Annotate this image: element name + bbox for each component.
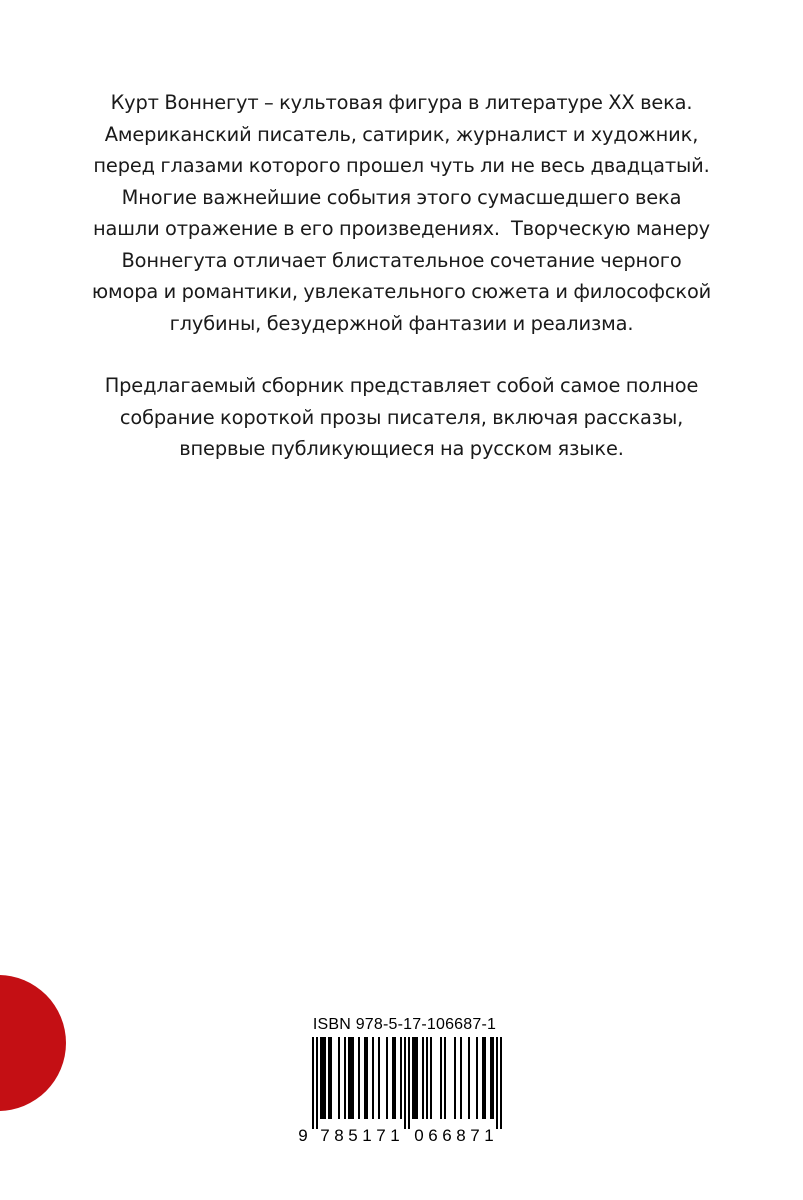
barcode-bar <box>422 1037 424 1119</box>
barcode-digit: 7 <box>470 1126 480 1145</box>
isbn-block <box>298 1016 503 1149</box>
barcode-bar <box>408 1037 410 1129</box>
barcode-digit: 6 <box>442 1126 452 1145</box>
barcode-bar <box>490 1037 492 1119</box>
blurb-line: нашли отражение в его произведениях. Творческую манеру <box>92 217 710 240</box>
barcode-bar <box>364 1037 366 1119</box>
barcode-bar <box>320 1037 322 1119</box>
barcode-digit: 9 <box>298 1126 308 1145</box>
back-cover-blurb <box>90 87 713 465</box>
barcode-digit: 8 <box>456 1126 466 1145</box>
barcode-digit: 8 <box>334 1126 344 1145</box>
barcode-bar <box>358 1037 360 1119</box>
barcode-bar <box>496 1037 498 1129</box>
blurb-line: впервые публикующиеся на русском языке. <box>179 437 624 460</box>
barcode-bar <box>394 1037 396 1119</box>
barcode-bar <box>484 1037 486 1119</box>
barcode-bar <box>400 1037 402 1119</box>
barcode-bar <box>482 1037 484 1119</box>
barcode-bar <box>316 1037 318 1129</box>
barcode-digit: 7 <box>320 1126 330 1145</box>
blurb-line: Многие важнейшие события этого сумасшедшего века <box>121 185 682 209</box>
barcode-bar <box>492 1037 494 1119</box>
barcode-digit: 6 <box>428 1126 438 1145</box>
barcode-bar <box>338 1037 340 1119</box>
barcode-digit: 1 <box>484 1126 494 1145</box>
ean13-barcode <box>298 1037 503 1149</box>
barcode-bar <box>330 1037 332 1119</box>
barcode-digit: 7 <box>376 1126 386 1145</box>
barcode-bar <box>344 1037 346 1119</box>
barcode-digit: 1 <box>362 1126 372 1145</box>
barcode-bar <box>322 1037 324 1119</box>
blurb-line: юмора и романтики, увлекательного сюжета и философской <box>91 280 712 303</box>
blurb-paragraph-2 <box>90 370 713 465</box>
blurb-line: собрание короткой прозы писателя, включая рассказы, <box>119 405 684 429</box>
barcode-digit: 5 <box>348 1126 358 1145</box>
barcode-bar <box>460 1037 462 1119</box>
red-circle-decoration <box>0 975 66 1111</box>
barcode-bar <box>328 1037 330 1119</box>
barcode-digit: 0 <box>414 1126 424 1145</box>
barcode-bar <box>366 1037 368 1119</box>
blurb-line: Американский писатель, сатирик, журналист и художник, <box>104 122 699 146</box>
blurb-line: Предлагаемый сборник представляет собой самое полное <box>104 374 699 397</box>
isbn-label: ISBN 978-5-17-106687-1 <box>312 1016 497 1033</box>
barcode-bar <box>378 1037 380 1119</box>
barcode-digit: 1 <box>390 1126 400 1145</box>
blurb-line: перед глазами которого прошел чуть ли не весь двадцатый. <box>93 154 710 177</box>
blurb-line: Воннегута отличает блистательное сочетание черного <box>121 248 682 272</box>
barcode-bar <box>500 1037 502 1129</box>
blurb-line: глубины, безудержной фантазии и реализма. <box>169 311 634 335</box>
barcode-bar <box>440 1037 442 1119</box>
blurb-paragraph-1 <box>90 87 713 339</box>
barcode-bar <box>476 1037 478 1119</box>
barcode-bar <box>426 1037 428 1119</box>
barcode-bar <box>348 1037 350 1119</box>
barcode-bar <box>372 1037 374 1119</box>
barcode-bar <box>444 1037 446 1119</box>
barcode-bar <box>468 1037 470 1119</box>
barcode-bar <box>414 1037 416 1119</box>
barcode-bar <box>352 1037 354 1119</box>
barcode-bar <box>454 1037 456 1119</box>
barcode-bar <box>416 1037 418 1119</box>
barcode-bar <box>386 1037 388 1119</box>
barcode-bar <box>312 1037 314 1129</box>
barcode-bar <box>350 1037 352 1119</box>
barcode-bar <box>412 1037 414 1119</box>
barcode-bar <box>404 1037 406 1129</box>
blurb-line: Курт Воннегут – культовая фигура в литературе XX века. <box>110 91 693 114</box>
barcode-bar <box>324 1037 326 1119</box>
barcode-bar <box>430 1037 432 1119</box>
barcode-bar <box>392 1037 394 1119</box>
